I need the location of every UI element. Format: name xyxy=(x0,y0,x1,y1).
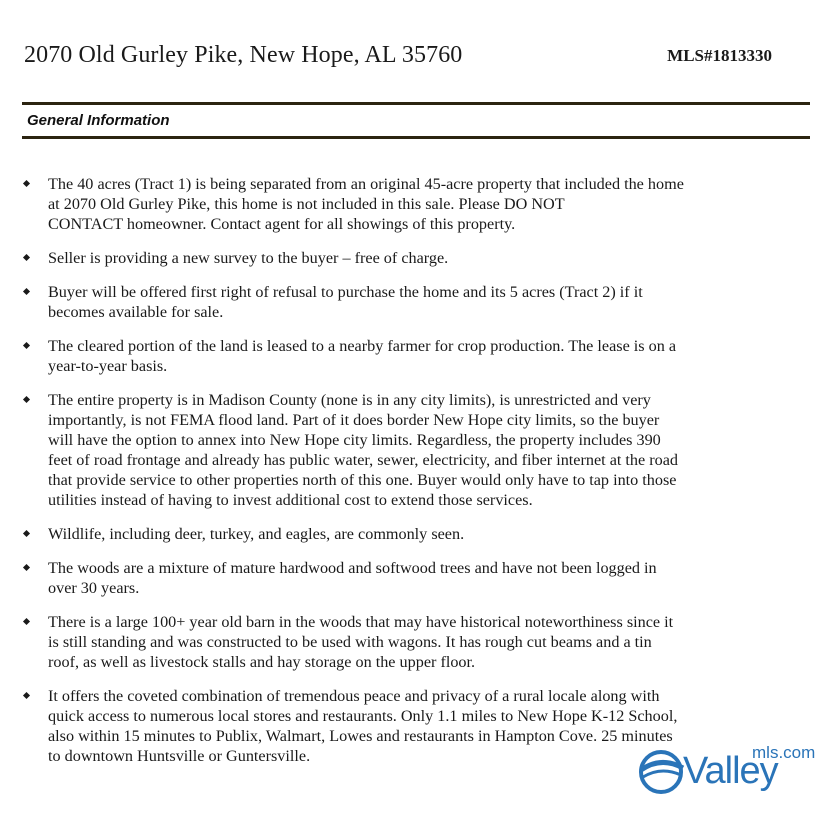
section-bottom-divider xyxy=(22,136,810,139)
list-item-text: The 40 acres (Tract 1) is being separated from an original 45-acre property that included the home at 2070 Old Gurley Pike, this home is not included in this sale. Please DO NOT CONTACT homeowner. Contact agent for all showings of this property. xyxy=(48,175,684,233)
list-item-text: The cleared portion of the land is leased to a nearby farmer for crop production. The lease is on a year-to-year basis. xyxy=(48,337,677,375)
diamond-bullet-icon xyxy=(23,396,30,403)
list-item xyxy=(22,612,802,672)
list-item-text: There is a large 100+ year old barn in the woods that may have historical noteworthiness since it is still standing and was constructed to be used with wagons. It has rough cut beams and a tin roof, as well as livestock stalls and hay storage on the upper floor. xyxy=(48,613,674,671)
list-item xyxy=(22,174,802,234)
diamond-bullet-icon xyxy=(23,564,30,571)
logo-wordmark: Valley xyxy=(683,750,778,792)
list-item xyxy=(22,558,802,598)
diamond-bullet-icon xyxy=(23,180,30,187)
list-item-text: The woods are a mixture of mature hardwood and softwood trees and have not been logged in over 30 years. xyxy=(48,559,657,597)
diamond-bullet-icon xyxy=(23,254,30,261)
list-item xyxy=(22,390,802,510)
list-item-text: Buyer will be offered first right of refusal to purchase the home and its 5 acres (Tract 2) if it becomes available for sale. xyxy=(48,283,643,321)
logo-swoosh-icon xyxy=(637,746,687,796)
logo-domain: mls.com xyxy=(752,743,816,762)
listing-header xyxy=(24,40,804,80)
diamond-bullet-icon xyxy=(23,692,30,699)
list-item-text: Seller is providing a new survey to the buyer – free of charge. xyxy=(48,249,449,267)
diamond-bullet-icon xyxy=(23,288,30,295)
list-item xyxy=(22,282,802,322)
section-top-divider xyxy=(22,102,810,105)
property-address: 2070 Old Gurley Pike, New Hope, AL 35760 xyxy=(24,42,463,68)
list-item-text: It offers the coveted combination of tremendous peace and privacy of a rural locale along with quick access to numerous local stores and restaurants. Only 1.1 miles to New Hope K-12 School, also within 15 minutes to Publix, Walmart, Lowes and restaurants in Hampton Cove. 25 minutes to downtown Huntsville or Guntersville. xyxy=(48,687,678,765)
list-item-text: The entire property is in Madison County (none is in any city limits), is unrestricted and very importantly, is not FEMA flood land. Part of it does border New Hope city limits, so the buyer will have the option to annex into New Hope city limits. Regardless, the property includes 390 feet of road frontage and already has public water, sewer, electricity, and fiber internet at the road that provide service to other properties north of this one. Buyer would only have to tap into those utilities instead of having to invest additional cost to extend those services. xyxy=(48,391,679,509)
diamond-bullet-icon xyxy=(23,530,30,537)
list-item xyxy=(22,524,802,544)
list-item-text: Wildlife, including deer, turkey, and eagles, are commonly seen. xyxy=(48,525,465,543)
mls-number: MLS#1813330 xyxy=(667,46,772,65)
section-title: General Information xyxy=(27,112,170,129)
diamond-bullet-icon xyxy=(23,618,30,625)
diamond-bullet-icon xyxy=(23,342,30,349)
list-item xyxy=(22,248,802,268)
valleymls-logo xyxy=(637,743,823,800)
feature-list xyxy=(22,174,802,780)
list-item xyxy=(22,336,802,376)
